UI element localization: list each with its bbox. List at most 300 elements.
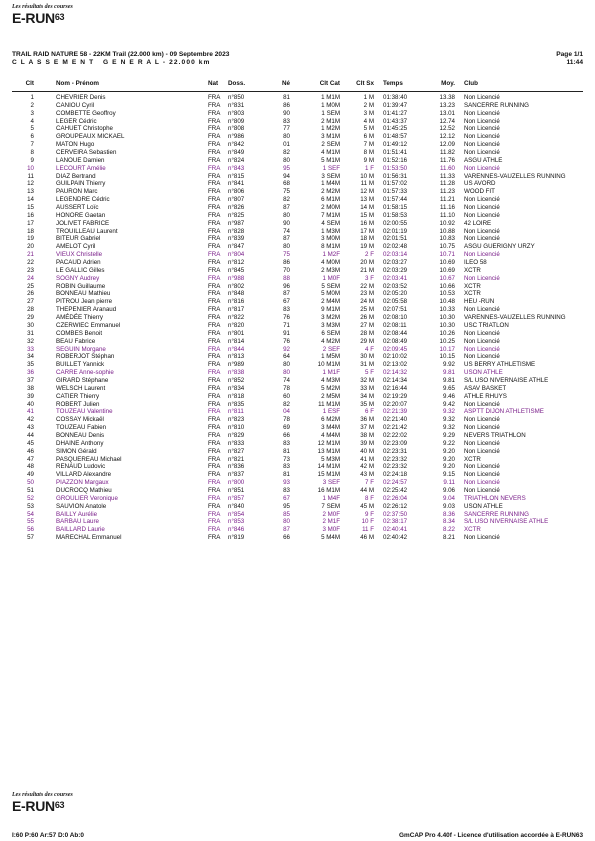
cell-sx: 32 M [360,376,374,384]
cell-cat: 5 M1M [321,156,340,164]
cell-nat: FRA [208,494,221,502]
table-row [12,290,583,298]
cell-sx: 35 M [360,400,374,408]
cell-time: 02:23:32 [383,455,408,463]
cell-time: 02:01:51 [383,235,408,243]
cell-cat: 4 M2M [321,337,340,345]
cell-cat: 6 SEM [321,329,340,337]
cell-sx: 36 M [360,416,374,424]
cell-cat: 8 M1M [321,243,340,251]
cell-nat: FRA [208,204,221,212]
cell-club: Non Licencié [464,471,500,479]
cell-club: Non Licencié [464,306,500,314]
cell-club: Non Licencié [464,463,500,471]
cell-name: TOUZEAU Valentine [56,408,113,416]
cell-nat: FRA [208,376,221,384]
cell-clt: 49 [27,471,34,479]
cell-name: COSSAY Mickaël [56,416,104,424]
col-cat: Clt Cat [319,80,340,87]
cell-time: 01:53:50 [383,164,408,172]
cell-nat: FRA [208,471,221,479]
cell-ne: 70 [283,266,290,274]
cell-clt: 10 [27,164,34,172]
table-row [12,534,583,542]
cell-name: BAILLARD Laurie [56,526,105,534]
cell-clt: 21 [27,251,34,259]
cell-moy: 10.66 [439,282,455,290]
cell-doss: n°811 [228,408,244,416]
cell-club: ASGU GUERIGNY URZY [464,243,535,251]
cell-doss: n°849 [228,149,245,157]
cell-cat: 1 M1M [321,94,340,101]
cell-sx: 18 M [360,235,374,243]
cell-doss: n°801 [228,329,245,337]
cell-moy: 12.74 [439,117,455,125]
cell-ne: 83 [283,306,290,314]
cell-ne: 95 [283,502,290,510]
col-club: Club [464,80,478,87]
cell-cat: 7 SEM [321,502,340,510]
cell-sx: 6 M [363,133,374,141]
cell-sx: 26 M [360,314,374,322]
cell-moy: 10.48 [439,298,455,306]
cell-nat: FRA [208,408,221,416]
cell-sx: 24 M [360,298,374,306]
col-sx: Clt Sx [356,80,374,87]
table-row [12,110,583,118]
cell-time: 02:26:04 [383,494,408,502]
cell-time: 02:37:50 [383,510,408,518]
cell-cat: 2 M0M [321,204,340,212]
cell-nat: FRA [208,353,221,361]
cell-clt: 27 [27,298,34,306]
footer-credit: GmCAP Pro 4.40f - Licence d'utilisation accordée à E-RUN63 [399,832,583,839]
col-clt: Clt [25,80,34,87]
cell-doss: n°850 [228,94,245,101]
cell-moy: 10.71 [439,251,455,259]
cell-club: XCTR [464,290,481,298]
cell-sx: 7 F [365,479,374,487]
table-row [12,448,583,456]
cell-moy: 9.15 [442,471,455,479]
cell-nat: FRA [208,251,221,259]
cell-club: USC TRIATLON [464,321,509,329]
cell-moy: 10.30 [439,321,455,329]
cell-moy: 9.46 [442,392,455,400]
cell-time: 02:25:42 [383,486,408,494]
cell-ne: 80 [283,133,290,141]
cell-moy: 11.82 [439,149,455,157]
table-row [12,204,583,212]
table-row [12,471,583,479]
table-row [12,298,583,306]
cell-ne: 83 [283,117,290,125]
table-row [12,526,583,534]
cell-sx: 41 M [360,455,374,463]
cell-time: 01:48:57 [383,133,408,141]
cell-club: TRIATHLON NEVERS [464,494,526,502]
cell-nat: FRA [208,172,221,180]
cell-doss: n°813 [228,353,245,361]
cell-doss: n°819 [228,534,245,542]
table-row [12,503,583,511]
cell-club: Non Licencié [464,274,500,282]
cell-club: XCTR [464,526,481,534]
cell-ne: 80 [283,369,290,377]
cell-clt: 30 [27,321,34,329]
cell-clt: 38 [27,384,34,392]
cell-moy: 10.88 [439,227,455,235]
cell-time: 02:24:57 [383,479,408,487]
cell-time: 02:38:17 [383,518,408,526]
cell-time: 02:13:02 [383,361,408,369]
cell-time: 01:41:27 [383,109,408,117]
col-name: Nom - Prénom [56,80,100,87]
cell-name: SAUVION Anatole [56,502,107,510]
table-row [12,125,583,133]
cell-moy: 9.22 [442,439,455,447]
cell-club: USON ATHLE [464,369,503,377]
cell-name: WELSCH Laurent [56,384,106,392]
cell-ne: 67 [283,298,290,306]
cell-nat: FRA [208,149,221,157]
cell-time: 02:24:18 [383,471,408,479]
cell-nat: FRA [208,400,221,408]
cell-club: Non Licencié [464,337,500,345]
cell-cat: 1 M0M [321,101,340,109]
cell-clt: 28 [27,306,34,314]
cell-name: CARRE Anne-sophie [56,369,114,377]
cell-name: AMELOT Cyril [56,243,96,251]
cell-name: COMBETTE Geoffroy [56,109,116,117]
table-row [12,495,583,503]
cell-club: Non Licencié [464,479,500,487]
cell-cat: 13 M1M [317,447,340,455]
cell-ne: 69 [283,424,290,432]
cell-cat: 6 M2M [321,416,340,424]
cell-sx: 9 F [365,510,374,518]
cell-cat: 3 M0F [322,526,340,534]
cell-time: 02:10:02 [383,353,408,361]
table-row [12,141,583,149]
cell-club: USON ATHLE [464,502,503,510]
cell-ne: 77 [283,125,290,133]
cell-nat: FRA [208,156,221,164]
cell-sx: 3 F [365,274,374,282]
cell-cat: 4 M1M [321,149,340,157]
cell-doss: n°846 [228,526,245,534]
cell-club: Non Licencié [464,94,500,101]
cell-time: 02:21:39 [383,408,408,416]
cell-name: PIAZZON Margaux [56,479,109,487]
cell-cat: 12 M1M [317,439,340,447]
cell-nat: FRA [208,337,221,345]
cell-sx: 25 M [360,306,374,314]
cell-nat: FRA [208,392,221,400]
cell-moy: 9.32 [442,416,455,424]
cell-clt: 20 [27,243,34,251]
cell-time: 01:39:47 [383,101,408,109]
cell-name: HONORE Gaetan [56,211,106,219]
cell-moy: 9.11 [443,479,455,487]
table-row [12,235,583,243]
cell-nat: FRA [208,282,221,290]
cell-time: 02:08:11 [383,321,407,329]
results-table [12,94,583,542]
cell-doss: n°835 [228,400,245,408]
cell-doss: n°829 [228,431,245,439]
cell-sx: 12 M [360,188,374,196]
cell-cat: 10 M1M [317,361,340,369]
cell-clt: 45 [27,439,34,447]
cell-name: CANIOU Cyril [56,101,95,109]
cell-sx: 3 M [363,109,374,117]
cell-clt: 53 [27,502,34,510]
cell-time: 02:01:19 [383,227,408,235]
cell-doss: n°803 [228,109,245,117]
cell-clt: 13 [27,188,34,196]
cell-doss: n°839 [228,235,245,243]
cell-name: JOLIVET FABRICE [56,219,110,227]
cell-moy: 10.30 [439,314,455,322]
cell-ne: 80 [283,518,290,526]
cell-moy: 11.23 [439,188,455,196]
cell-moy: 11.28 [439,180,455,188]
cell-ne: 81 [283,471,290,479]
cell-club: ILEO 58 [464,259,487,267]
cell-nat: FRA [208,125,221,133]
cell-ne: 68 [283,180,290,188]
cell-doss: n°816 [228,298,245,306]
cell-sx: 23 M [360,290,374,298]
cell-name: DHAINE Anthony [56,439,104,447]
table-row [12,173,583,181]
cell-ne: 87 [283,290,290,298]
cell-ne: 01 [283,141,290,149]
cell-time: 02:19:29 [383,392,408,400]
cell-nat: FRA [208,314,221,322]
cell-cat: 1 M2F [322,251,340,259]
cell-time: 02:26:12 [383,502,408,510]
cell-doss: n°854 [228,510,245,518]
cell-time: 02:03:29 [383,266,408,274]
cell-sx: 8 M [363,149,374,157]
cell-nat: FRA [208,329,221,337]
cell-clt: 51 [27,486,34,494]
cell-cat: 15 M1M [317,471,340,479]
cell-ne: 76 [283,314,290,322]
cell-time: 02:20:07 [383,400,408,408]
cell-cat: 2 M1M [321,117,340,125]
cell-moy: 11.76 [439,156,455,164]
cell-moy: 10.53 [439,290,455,298]
cell-club: WOOD FIT [464,188,495,196]
cell-sx: 19 M [360,243,374,251]
cell-moy: 9.29 [442,431,455,439]
cell-cat: 1 ESF [322,408,340,416]
cell-nat: FRA [208,227,221,235]
cell-nat: FRA [208,164,221,172]
cell-cat: 1 SEM [321,109,340,117]
cell-ne: 82 [283,196,290,204]
cell-time: 02:21:40 [383,416,408,424]
cell-sx: 6 F [365,408,374,416]
table-row [12,463,583,471]
cell-cat: 2 M5M [321,392,340,400]
cell-ne: 78 [283,384,290,392]
cell-doss: n°817 [228,306,245,314]
cell-cat: 3 SEM [321,172,340,180]
cell-clt: 41 [27,408,34,416]
cell-name: MATON Hugo [56,141,95,149]
cell-doss: n°834 [228,384,245,392]
cell-clt: 47 [27,455,34,463]
cell-club: 42 LOIRE [464,219,492,227]
cell-sx: 39 M [360,439,374,447]
cell-cat: 5 M0M [321,290,340,298]
cell-sx: 45 M [360,502,374,510]
cell-nat: FRA [208,518,221,526]
cell-nat: FRA [208,361,221,369]
cell-club: HEU -RUN [464,298,495,306]
cell-doss: n°841 [228,180,245,188]
col-time: Temps [383,80,403,87]
cell-clt: 25 [27,282,34,290]
cell-nat: FRA [208,416,221,424]
cell-sx: 34 M [360,392,374,400]
cell-cat: 3 M4M [321,424,340,432]
table-row [12,118,583,126]
cell-nat: FRA [208,211,221,219]
cell-cat: 4 M4M [321,431,340,439]
cell-time: 02:03:27 [383,259,408,267]
cell-cat: 3 SEF [322,479,340,487]
cell-club: Non Licencié [464,164,500,172]
cell-ne: 87 [283,235,290,243]
cell-clt: 26 [27,290,34,298]
cell-ne: 92 [283,345,290,353]
cell-name: BITEUR Gabriel [56,235,101,243]
cell-nat: FRA [208,502,221,510]
cell-sx: 11 F [362,526,374,534]
cell-club: Non Licencié [464,251,500,259]
cell-moy: 9.03 [442,502,455,510]
cell-club: Non Licencié [464,125,500,133]
cell-ne: 60 [283,392,290,400]
cell-cat: 4 M3M [321,376,340,384]
cell-cat: 1 M3M [321,227,340,235]
table-row [12,432,583,440]
cell-time: 02:16:44 [383,384,408,392]
table-row [12,393,583,401]
cell-clt: 23 [27,266,34,274]
table-row [12,102,583,110]
cell-cat: 4 M0M [321,259,340,267]
table-row [12,180,583,188]
cell-doss: n°848 [228,290,245,298]
cell-moy: 10.75 [439,243,455,251]
cell-name: CAHUET Christophe [56,125,113,133]
cell-cat: 1 M4F [322,494,340,502]
cell-name: LEGENDRE Cédric [56,196,110,204]
col-ne: Né [281,80,290,87]
cell-moy: 9.81 [442,376,455,384]
cell-ne: 87 [283,526,290,534]
cell-club: Non Licencié [464,447,500,455]
cell-nat: FRA [208,321,221,329]
cell-sx: 44 M [360,486,374,494]
cell-sx: 10 F [361,518,374,526]
cell-nat: FRA [208,196,221,204]
cell-doss: n°812 [228,259,245,267]
cell-ne: 90 [283,219,290,227]
cell-club: Non Licencié [464,345,500,353]
cell-time: 02:23:09 [383,439,408,447]
cell-time: 01:43:37 [383,117,408,125]
cell-clt: 50 [27,479,34,487]
cell-ne: 90 [283,109,290,117]
cell-sx: 9 M [363,156,374,164]
cell-moy: 8.36 [442,510,455,518]
cell-clt: 39 [27,392,34,400]
cell-time: 02:21:42 [383,424,408,432]
cell-moy: 8.22 [442,526,455,534]
cell-moy: 12.52 [439,125,455,133]
cell-moy: 11.16 [439,204,455,212]
table-row [12,314,583,322]
cell-ne: 93 [283,479,290,487]
cell-moy: 9.32 [442,408,455,416]
brand-name: E-RUN$^{63}$ [12,10,65,26]
cell-name: BONNEAU Denis [56,431,105,439]
cell-cat: 2 M2M [321,188,340,196]
cell-name: BONNEAU Mathieu [56,290,111,298]
table-row [12,377,583,385]
cell-sx: 13 M [360,196,374,204]
cell-clt: 12 [27,180,34,188]
cell-name: LANOUE Damien [56,156,105,164]
cell-sx: 21 M [360,266,374,274]
cell-clt: 11 [27,172,34,180]
cell-moy: 12.09 [439,141,455,149]
cell-doss: n°815 [228,172,245,180]
cell-sx: 8 F [365,494,374,502]
cell-clt: 9 [30,156,34,164]
cell-doss: n°824 [228,156,245,164]
cell-club: ASPTT DIJON ATHLETISME [464,408,544,416]
cell-time: 02:14:32 [383,369,408,377]
cell-moy: 13.23 [439,101,455,109]
cell-doss: n°852 [228,376,245,384]
cell-time: 01:51:41 [383,149,408,157]
cell-time: 01:57:33 [383,188,408,196]
cell-doss: n°836 [228,463,245,471]
cell-doss: n°820 [228,321,245,329]
cell-doss: n°844 [228,345,245,353]
cell-club: Non Licencié [464,353,500,361]
cell-clt: 54 [27,510,34,518]
cell-sx: 4 F [365,345,374,353]
cell-ne: 80 [283,243,290,251]
cell-name: SIMON Gérald [56,447,97,455]
cell-name: PASQUEREAU Michael [56,455,122,463]
table-row [12,283,583,291]
cell-cat: 1 SEF [322,164,340,172]
cell-ne: 82 [283,400,290,408]
cell-name: GUILPAIN Thierry [56,180,106,188]
cell-time: 02:00:55 [383,219,408,227]
cell-moy: 10.67 [439,274,455,282]
